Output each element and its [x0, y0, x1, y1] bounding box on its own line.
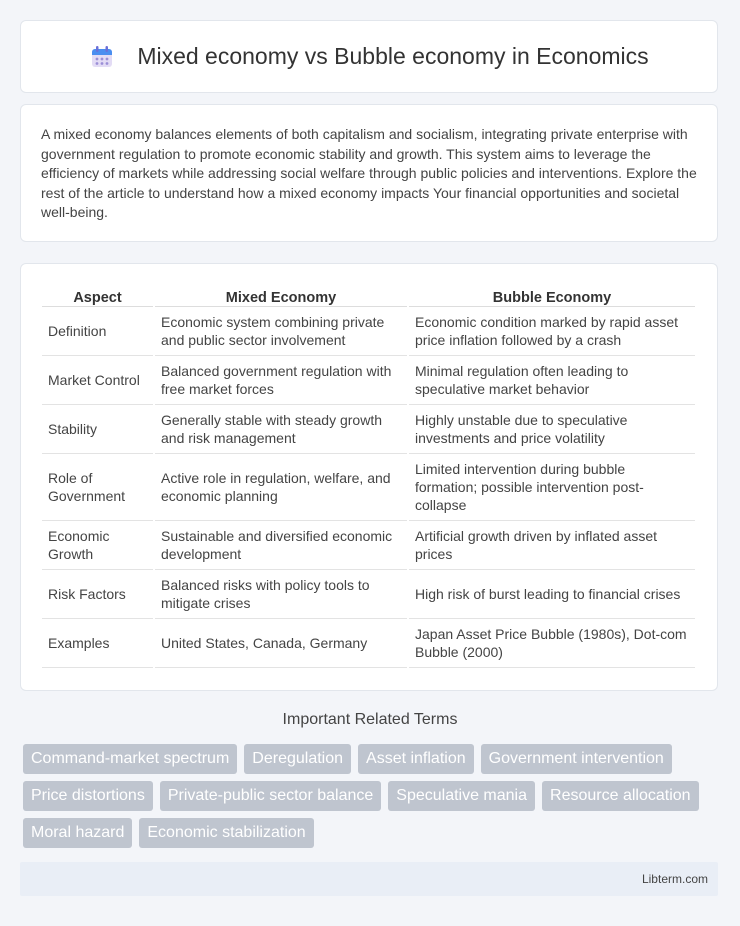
header-bubble-economy: Bubble Economy [409, 284, 695, 307]
cell-bubble: Economic condition marked by rapid asset price inflation followed by a crash [409, 307, 695, 356]
cell-mixed: Economic system combining private and public sector involvement [155, 307, 407, 356]
cell-aspect: Economic Growth [42, 521, 153, 570]
footer-site-link[interactable]: Libterm.com [641, 872, 708, 886]
term-tag[interactable]: Deregulation [244, 744, 351, 774]
related-terms-list [23, 744, 713, 848]
cell-aspect: Stability [42, 405, 153, 454]
term-tag[interactable]: Asset inflation [358, 744, 474, 774]
intro-text: A mixed economy balances elements of both capitalism and socialism, integrating private enterprise with government regulation to promote economic stability and growth. This system aims to leverage the efficiency of markets while addressing social welfare through public policies and interventions. Explore the rest of the article to understand how a mixed economy impacts Your financial opportunities and societal well-being. [41, 126, 697, 221]
comparison-table [40, 284, 697, 668]
cell-mixed: Balanced risks with policy tools to mitigate crises [155, 570, 407, 619]
term-tag[interactable]: Speculative mania [388, 781, 535, 811]
cell-mixed: Generally stable with steady growth and risk management [155, 405, 407, 454]
header-aspect: Aspect [42, 284, 153, 307]
term-tag[interactable]: Economic stabilization [139, 818, 313, 848]
table-row [42, 454, 695, 521]
cell-mixed: Balanced government regulation with free market forces [155, 356, 407, 405]
cell-mixed: Sustainable and diversified economic development [155, 521, 407, 570]
term-tag[interactable]: Command-market spectrum [23, 744, 237, 774]
cell-aspect: Role of Government [42, 454, 153, 521]
table-header-row [42, 284, 695, 307]
table-row [42, 405, 695, 454]
cell-bubble: High risk of burst leading to financial crises [409, 570, 695, 619]
comparison-card [20, 263, 718, 691]
header-mixed-economy: Mixed Economy [155, 284, 407, 307]
cell-aspect: Risk Factors [42, 570, 153, 619]
footer [20, 862, 718, 896]
table-row [42, 307, 695, 356]
cell-bubble: Limited intervention during bubble formation; possible intervention post-collapse [409, 454, 695, 521]
cell-mixed: United States, Canada, Germany [155, 619, 407, 668]
term-tag[interactable]: Moral hazard [23, 818, 132, 848]
term-tag[interactable]: Private-public sector balance [160, 781, 381, 811]
cell-aspect: Definition [42, 307, 153, 356]
intro-card [20, 104, 718, 242]
related-terms-heading: Important Related Terms [282, 711, 458, 728]
table-row [42, 521, 695, 570]
term-tag[interactable]: Price distortions [23, 781, 153, 811]
term-tag[interactable]: Government intervention [481, 744, 672, 774]
term-tag[interactable]: Resource allocation [542, 781, 699, 811]
cell-bubble: Minimal regulation often leading to speculative market behavior [409, 356, 695, 405]
table-row [42, 356, 695, 405]
cell-aspect: Examples [42, 619, 153, 668]
cell-bubble: Artificial growth driven by inflated asset prices [409, 521, 695, 570]
cell-mixed: Active role in regulation, welfare, and economic planning [155, 454, 407, 521]
cell-bubble: Japan Asset Price Bubble (1980s), Dot-com Bubble (2000) [409, 619, 695, 668]
cell-aspect: Market Control [42, 356, 153, 405]
calendar-icon [89, 44, 115, 70]
table-row [42, 619, 695, 668]
cell-bubble: Highly unstable due to speculative investments and price volatility [409, 405, 695, 454]
page-title: Mixed economy vs Bubble economy in Economics [137, 43, 649, 69]
table-row [42, 570, 695, 619]
title-card [20, 20, 718, 93]
